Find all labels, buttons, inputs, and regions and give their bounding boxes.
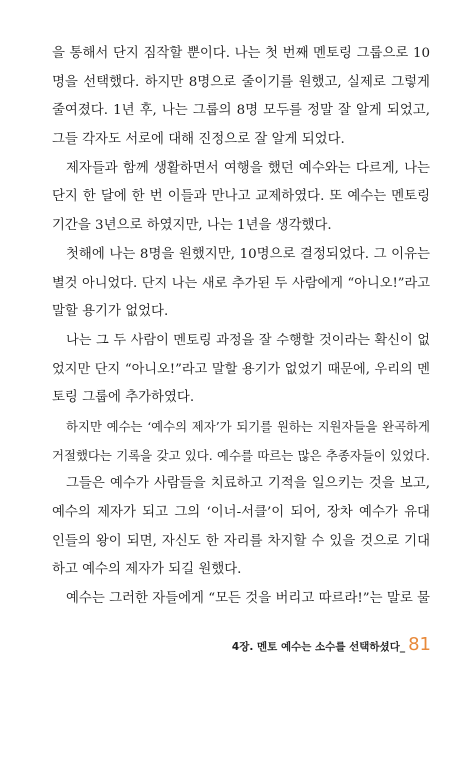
- body-line: 그들 각자도 서로에 대해 진정으로 잘 알게 되었다.: [52, 132, 345, 148]
- body-line: 예수의 제자가 되고 그의 ‘이너-서클’이 되어, 장차 예수가 유대: [52, 505, 430, 520]
- running-footer-chapter-title: 4장. 멘토 예수는 소수를 선택하셨다_: [231, 641, 406, 653]
- body-line: 하지만 예수는 ‘예수의 제자’가 되기를 원하는 지원자들을 완곡하게: [66, 418, 430, 434]
- body-line: 그들은 예수가 사람들을 치료하고 기적을 일으키는 것을 보고,: [66, 476, 430, 492]
- body-line: 명을 선택했다. 하지만 8명으로 줄이기를 원했고, 실제로 그렇게: [52, 74, 430, 90]
- body-line: 을 통해서 단지 짐작할 뿐이다. 나는 첫 번째 멘토링 그룹으로 10: [52, 46, 430, 61]
- body-line: 줄여졌다. 1년 후, 나는 그룹의 8명 모두를 정말 잘 알게 되었고,: [52, 103, 430, 119]
- page-footer: [232, 634, 431, 656]
- body-line: 거절했다는 기록을 갖고 있다. 예수를 따르는 많은 추종자들이 있었다.: [52, 447, 430, 463]
- body-line: 제자들과 함께 생활하면서 여행을 했던 예수와는 다르게, 나는: [66, 160, 430, 176]
- body-line: 말할 용기가 없었다.: [52, 304, 169, 320]
- body-line: 인들의 왕이 되면, 자신도 한 자리를 차지할 수 있을 것으로 기대: [52, 533, 430, 549]
- body-line: 기간을 3년으로 하였지만, 나는 1년을 생각했다.: [52, 218, 332, 234]
- page-body: [52, 40, 430, 614]
- body-line: 하고 예수의 제자가 되길 원했다.: [52, 562, 242, 578]
- body-line: 나는 그 두 사람이 멘토링 과정을 잘 수행할 것이라는 확신이 없: [66, 332, 430, 348]
- body-line: 별것 아니었다. 단지 나는 새로 추가된 두 사람에게 “아니오!”라고: [52, 275, 430, 291]
- body-line: 첫해에 나는 8명을 원했지만, 10명으로 결정되었다. 그 이유는: [66, 246, 430, 262]
- body-line: 단지 한 달에 한 번 이들과 만나고 교제하였다. 또 예수는 멘토링: [52, 189, 430, 205]
- page-number: 81: [408, 634, 431, 655]
- body-line: 예수는 그러한 자들에게 “모든 것을 버리고 따르라!”는 말로 물: [66, 591, 430, 607]
- body-line: 토링 그룹에 추가하였다.: [52, 390, 195, 406]
- body-line: 었지만 단지 “아니오!”라고 말할 용기가 없었기 때문에, 우리의 멘: [52, 361, 430, 377]
